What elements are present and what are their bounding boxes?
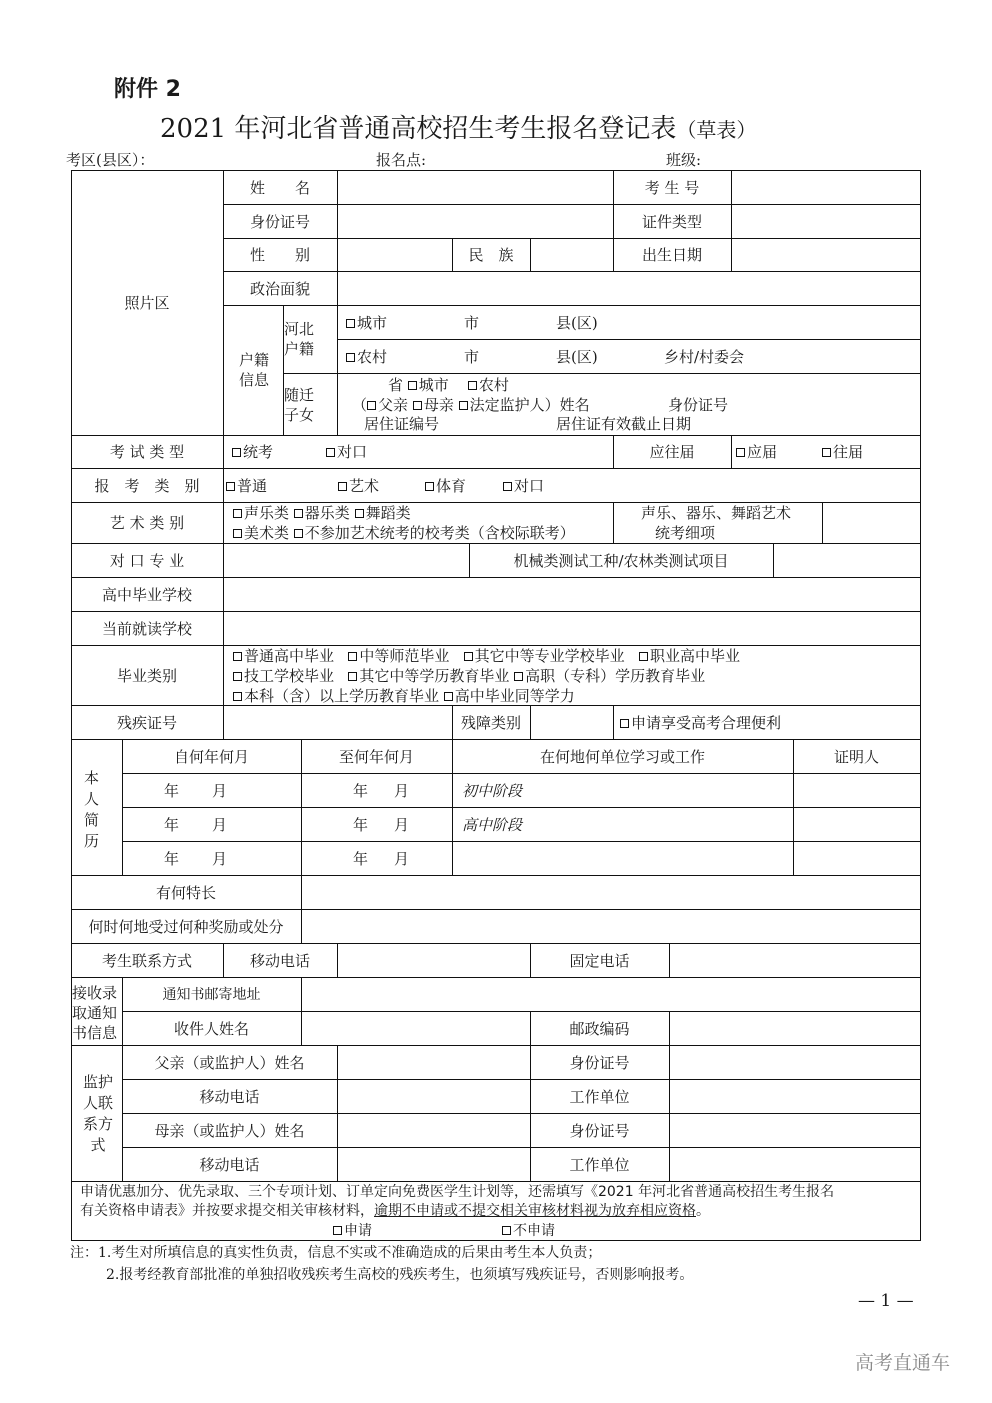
permit-exp-label: 居住证有效截止日期 [556, 415, 692, 433]
notice-info-label [72, 983, 124, 1043]
father-checkbox[interactable] [367, 401, 376, 410]
art-detail-input[interactable] [822, 502, 920, 543]
instrumental-checkbox[interactable] [294, 509, 303, 518]
option-label: 职业高中毕业 [649, 647, 740, 665]
from-month: 月 [212, 850, 228, 868]
city-checkbox[interactable] [346, 319, 355, 328]
note-1: 注：1.考生对所填信息的真实性负责，信息不实或不准确造成的后果由考生本人负责； [70, 1245, 602, 1261]
counterpart-label: 对口 [337, 443, 368, 461]
fresh-label: 应往届 [649, 443, 695, 461]
mig-rural-checkbox[interactable] [468, 381, 477, 390]
father-work-input[interactable] [669, 1079, 920, 1113]
city-shi-label: 市 [464, 314, 480, 332]
id-no-label: 身份证号 [249, 212, 310, 231]
checkbox[interactable] [464, 652, 473, 661]
ethnicity-input[interactable] [530, 238, 613, 271]
mail-address-input[interactable] [301, 977, 920, 1011]
hukou-label-2: 信息 [239, 371, 270, 389]
mother-mobile-input[interactable] [337, 1147, 530, 1181]
city-option-label: 城市 [357, 314, 388, 332]
dance-label: 舞蹈类 [365, 504, 411, 522]
checkbox[interactable] [233, 692, 242, 701]
exam-no-label: 考 生 号 [644, 178, 700, 197]
class-label: 班级: [666, 151, 702, 169]
hs-school-input[interactable] [223, 577, 920, 611]
art-detail-label-2: 统考细项 [655, 524, 716, 542]
accommodation-checkbox[interactable] [620, 719, 629, 728]
option-label: 体育 [436, 477, 467, 495]
mother-work-label: 工作单位 [569, 1155, 630, 1174]
title-suffix: （草表） [676, 118, 757, 142]
mig-rural-label: 农村 [478, 376, 509, 394]
dance-checkbox[interactable] [355, 509, 364, 518]
exam-type-counterpart[interactable] [326, 443, 367, 461]
checkbox[interactable] [639, 652, 648, 661]
recipient-label: 收件人姓名 [173, 1019, 249, 1038]
cert-type-input[interactable] [731, 204, 920, 238]
city-xian-label: 县(区) [556, 314, 598, 332]
gender-input[interactable] [337, 238, 452, 271]
migrant-label-2: 子女 [284, 406, 315, 424]
mobile-input[interactable] [337, 943, 530, 977]
vocal-checkbox[interactable] [233, 509, 242, 518]
permit-no-label: 居住证编号 [364, 415, 440, 433]
resume-header-to: 至何年何月 [338, 747, 414, 766]
unified-label: 统考 [243, 443, 274, 461]
fresh-checkbox[interactable] [736, 448, 745, 457]
photo-area-label: 照片区 [124, 294, 170, 312]
option-label: 技工学校毕业 [244, 667, 335, 685]
mother-label: 母亲 [423, 396, 454, 414]
unified-checkbox[interactable] [232, 448, 241, 457]
stage-label: 初中阶段 [462, 782, 523, 800]
postcode-label: 邮政编码 [569, 1019, 630, 1038]
option-label: 高中毕业同等学力 [454, 687, 575, 705]
test-item-input[interactable] [773, 543, 920, 577]
to-year: 年 [353, 782, 369, 800]
past-option-label: 往届 [833, 443, 864, 461]
page-title [160, 113, 756, 146]
test-item-label: 机械类测试工种/农林类测试项目 [513, 551, 729, 570]
mother-mobile-label: 移动电话 [199, 1155, 260, 1174]
not-apply-label: 不申请 [513, 1223, 555, 1239]
graduation-label: 毕业类别 [116, 666, 177, 685]
registration-point-label: 报名点: [376, 151, 427, 169]
from-month: 月 [212, 782, 228, 800]
apply-opt-general[interactable] [226, 477, 267, 495]
checkbox[interactable] [338, 482, 347, 491]
label-line: 系方 [82, 1115, 113, 1133]
counterpart-major-label: 对 口 专 业 [109, 551, 185, 570]
school-exam-checkbox[interactable] [294, 529, 303, 538]
mother-name-label: 母亲（或监护人）姓名 [154, 1121, 305, 1140]
rural-checkbox[interactable] [346, 353, 355, 362]
from-year: 年 [164, 816, 180, 834]
preference-text-1: 申请优惠加分、优先录取、三个专项计划、订单定向免费医学生计划等，还需填写《2021 年河北省普通高校招生考生报名 [80, 1184, 835, 1200]
landline-input[interactable] [669, 943, 920, 977]
option-label: 艺术 [349, 477, 380, 495]
label-line: 式 [90, 1136, 106, 1154]
father-name-input[interactable] [337, 1045, 530, 1079]
to-year: 年 [353, 816, 369, 834]
mig-city-label: 城市 [418, 376, 449, 394]
guardian-name-label: 法定监护人）姓名 [469, 396, 590, 414]
option-label: 普通 [237, 477, 268, 495]
hebei-label-2: 户籍 [284, 340, 315, 358]
disability-type-label: 残障类别 [460, 713, 521, 732]
vocal-label: 声乐类 [244, 504, 290, 522]
fresh-option-label: 应届 [747, 443, 778, 461]
fine-art-checkbox[interactable] [233, 529, 242, 538]
page-number: — 1 — [858, 1291, 914, 1311]
option-label: 本科（含）以上学历教育毕业 [244, 687, 440, 705]
checkbox[interactable] [348, 652, 357, 661]
father-id-label: 身份证号 [569, 1053, 630, 1072]
place-input[interactable] [452, 841, 793, 875]
paren-open: （ [352, 396, 368, 414]
stage-label: 高中阶段 [462, 816, 523, 834]
apply-opt-counterpart[interactable] [503, 477, 544, 495]
label-line: 接收录 [72, 984, 118, 1002]
option-label: 普通高中毕业 [244, 647, 335, 665]
apply-opt-art[interactable] [338, 477, 379, 495]
preference-text-2a: 有关资格申请表》并按要求提交相关审核材料， [80, 1203, 374, 1219]
awards-label: 何时何地受过何种奖励或处分 [88, 917, 284, 936]
checkbox[interactable] [514, 672, 523, 681]
note-2: 2.报考经教育部批准的单独招收残疾考生高校的残疾考生，也须填写残疾证号，否则影响报考。 [106, 1267, 694, 1283]
hukou-label-1: 户籍 [239, 351, 270, 369]
rural-option-label: 农村 [357, 348, 388, 366]
past-option[interactable] [822, 443, 863, 461]
witness-input[interactable] [793, 773, 920, 807]
art-detail-label-1: 声乐、器乐、舞蹈艺术 [641, 504, 792, 522]
father-work-label: 工作单位 [569, 1087, 630, 1106]
past-checkbox[interactable] [822, 448, 831, 457]
migrant-line-2 [352, 396, 590, 414]
guardian-contact-label [80, 1072, 116, 1156]
from-year: 年 [164, 782, 180, 800]
disability-cert-label: 残疾证号 [116, 713, 177, 732]
mother-id-label: 身份证号 [569, 1121, 630, 1140]
resume-char: 简 [84, 811, 100, 829]
exam-district-label: 考区(县区）： [66, 151, 155, 169]
father-mobile-label: 移动电话 [199, 1087, 260, 1106]
apply-option[interactable] [333, 1222, 372, 1240]
mail-address-label: 通知书邮寄地址 [162, 987, 261, 1003]
to-month: 月 [394, 782, 410, 800]
resume-char: 历 [84, 832, 100, 850]
mobile-label: 移动电话 [249, 951, 310, 970]
rural-xiang-label: 乡村/村委会 [664, 348, 745, 366]
witness-input[interactable] [793, 841, 920, 875]
witness-input[interactable] [793, 807, 920, 841]
to-month: 月 [394, 850, 410, 868]
political-input[interactable] [337, 271, 920, 305]
hs-school-label: 高中毕业学校 [101, 585, 192, 604]
preference-period: 。 [696, 1203, 710, 1219]
awards-input[interactable] [301, 909, 920, 943]
attachment-label: 附件 2 [114, 77, 181, 102]
option-label: 高职（专科）学历教育毕业 [525, 667, 706, 685]
watermark: 高考直通车 [855, 1352, 951, 1374]
checkbox[interactable] [226, 482, 235, 491]
resume-char: 人 [84, 790, 100, 808]
disability-type-input[interactable] [530, 705, 613, 739]
name-input[interactable] [337, 170, 613, 204]
checkbox[interactable] [444, 692, 453, 701]
name-label: 姓 名 [249, 178, 310, 197]
guardian-checkbox[interactable] [459, 401, 468, 410]
checkbox[interactable] [233, 652, 242, 661]
province-label: 省 [388, 376, 404, 394]
label-line: 人联 [82, 1094, 113, 1112]
to-year: 年 [353, 850, 369, 868]
father-id-input[interactable] [669, 1045, 920, 1079]
current-school-label: 当前就读学校 [101, 619, 192, 638]
fresh-option[interactable] [736, 443, 777, 461]
migrant-label-1: 随迁 [284, 386, 315, 404]
fine-art-label: 美术类 [244, 524, 290, 542]
hebei-label-1: 河北 [284, 320, 315, 338]
checkbox[interactable] [348, 672, 357, 681]
checkbox[interactable] [425, 482, 434, 491]
father-name-label: 父亲（或监护人）姓名 [154, 1053, 305, 1072]
migrant-line-1 [388, 376, 509, 394]
option-label: 中等师范毕业 [359, 647, 450, 665]
disability-cert-input[interactable] [223, 705, 452, 739]
apply-opt-sports[interactable] [425, 477, 466, 495]
father-label: 父亲 [378, 396, 409, 414]
preference-warning: 逾期不申请或不提交相关审核材料视为放弃相应资格 [374, 1203, 696, 1219]
accommodation-label: 申请享受高考合理便利 [631, 714, 782, 732]
id-no-input[interactable] [337, 204, 613, 238]
gender-label: 性 别 [249, 246, 310, 264]
accommodation-option[interactable] [620, 714, 781, 732]
grad-line-3 [233, 687, 575, 705]
resume-header-from: 自何年何月 [173, 747, 249, 766]
recipient-input[interactable] [301, 1011, 530, 1045]
label-line: 书信息 [72, 1024, 118, 1042]
option-label: 其它中等专业学校毕业 [474, 647, 625, 665]
political-label: 政治面貌 [249, 279, 310, 298]
checkbox[interactable] [233, 672, 242, 681]
city-option[interactable] [346, 314, 387, 332]
resume-label [84, 768, 100, 852]
label-line: 监护 [82, 1073, 113, 1091]
school-exam-label: 不参加艺术统考的校考类（含校际联考） [304, 524, 575, 542]
mother-work-input[interactable] [669, 1147, 920, 1181]
current-school-input[interactable] [223, 611, 920, 645]
mother-name-input[interactable] [337, 1113, 530, 1147]
birth-date-input[interactable] [731, 238, 920, 271]
checkbox[interactable] [503, 482, 512, 491]
exam-type-label: 考 试 类 型 [109, 443, 185, 461]
counterpart-major-input[interactable] [223, 543, 469, 577]
apply-checkbox[interactable] [333, 1226, 342, 1235]
label-line: 取通知 [72, 1004, 118, 1022]
art-line-1 [233, 504, 411, 522]
rural-xian-label: 县(区) [556, 348, 598, 366]
ethnicity-label: 民 族 [468, 246, 514, 264]
apply-label: 申请 [344, 1223, 372, 1239]
mother-checkbox[interactable] [413, 401, 422, 410]
apply-category-label: 报 考 类 别 [94, 476, 200, 495]
postcode-input[interactable] [669, 1011, 920, 1045]
mother-id-input[interactable] [669, 1113, 920, 1147]
photo-area[interactable] [71, 170, 223, 435]
from-year: 年 [164, 850, 180, 868]
specialty-label: 有何特长 [155, 883, 216, 902]
instrumental-label: 器乐类 [304, 504, 350, 522]
contact-label: 考生联系方式 [101, 951, 192, 970]
landline-label: 固定电话 [569, 951, 630, 970]
rural-shi-label: 市 [464, 348, 480, 366]
option-label: 对口 [514, 477, 545, 495]
mig-id-label: 身份证号 [668, 396, 729, 414]
exam-no-input[interactable] [731, 170, 920, 204]
resume-header-place: 在何地何单位学习或工作 [539, 747, 705, 766]
cert-type-label: 证件类型 [641, 212, 702, 231]
title-main: 2021 年河北省普通高校招生考生报名登记表 [160, 114, 677, 144]
option-label: 其它中等学历教育毕业 [359, 667, 510, 685]
resume-header-witness: 证明人 [833, 747, 879, 766]
to-month: 月 [394, 816, 410, 834]
counterpart-checkbox[interactable] [326, 448, 335, 457]
resume-char: 本 [84, 769, 100, 787]
grad-line-2 [233, 667, 705, 685]
father-mobile-input[interactable] [337, 1079, 530, 1113]
from-month: 月 [212, 816, 228, 834]
art-line-2 [233, 524, 575, 542]
specialty-input[interactable] [301, 875, 920, 909]
birth-date-label: 出生日期 [641, 246, 702, 264]
exam-type-unified[interactable] [232, 443, 273, 461]
rural-option[interactable] [346, 348, 387, 366]
not-apply-option[interactable] [502, 1222, 555, 1240]
grad-line-1 [233, 647, 740, 665]
art-category-label: 艺 术 类 别 [109, 514, 185, 532]
not-apply-checkbox[interactable] [502, 1226, 511, 1235]
preference-text-2 [80, 1202, 710, 1221]
mig-city-checkbox[interactable] [408, 381, 417, 390]
